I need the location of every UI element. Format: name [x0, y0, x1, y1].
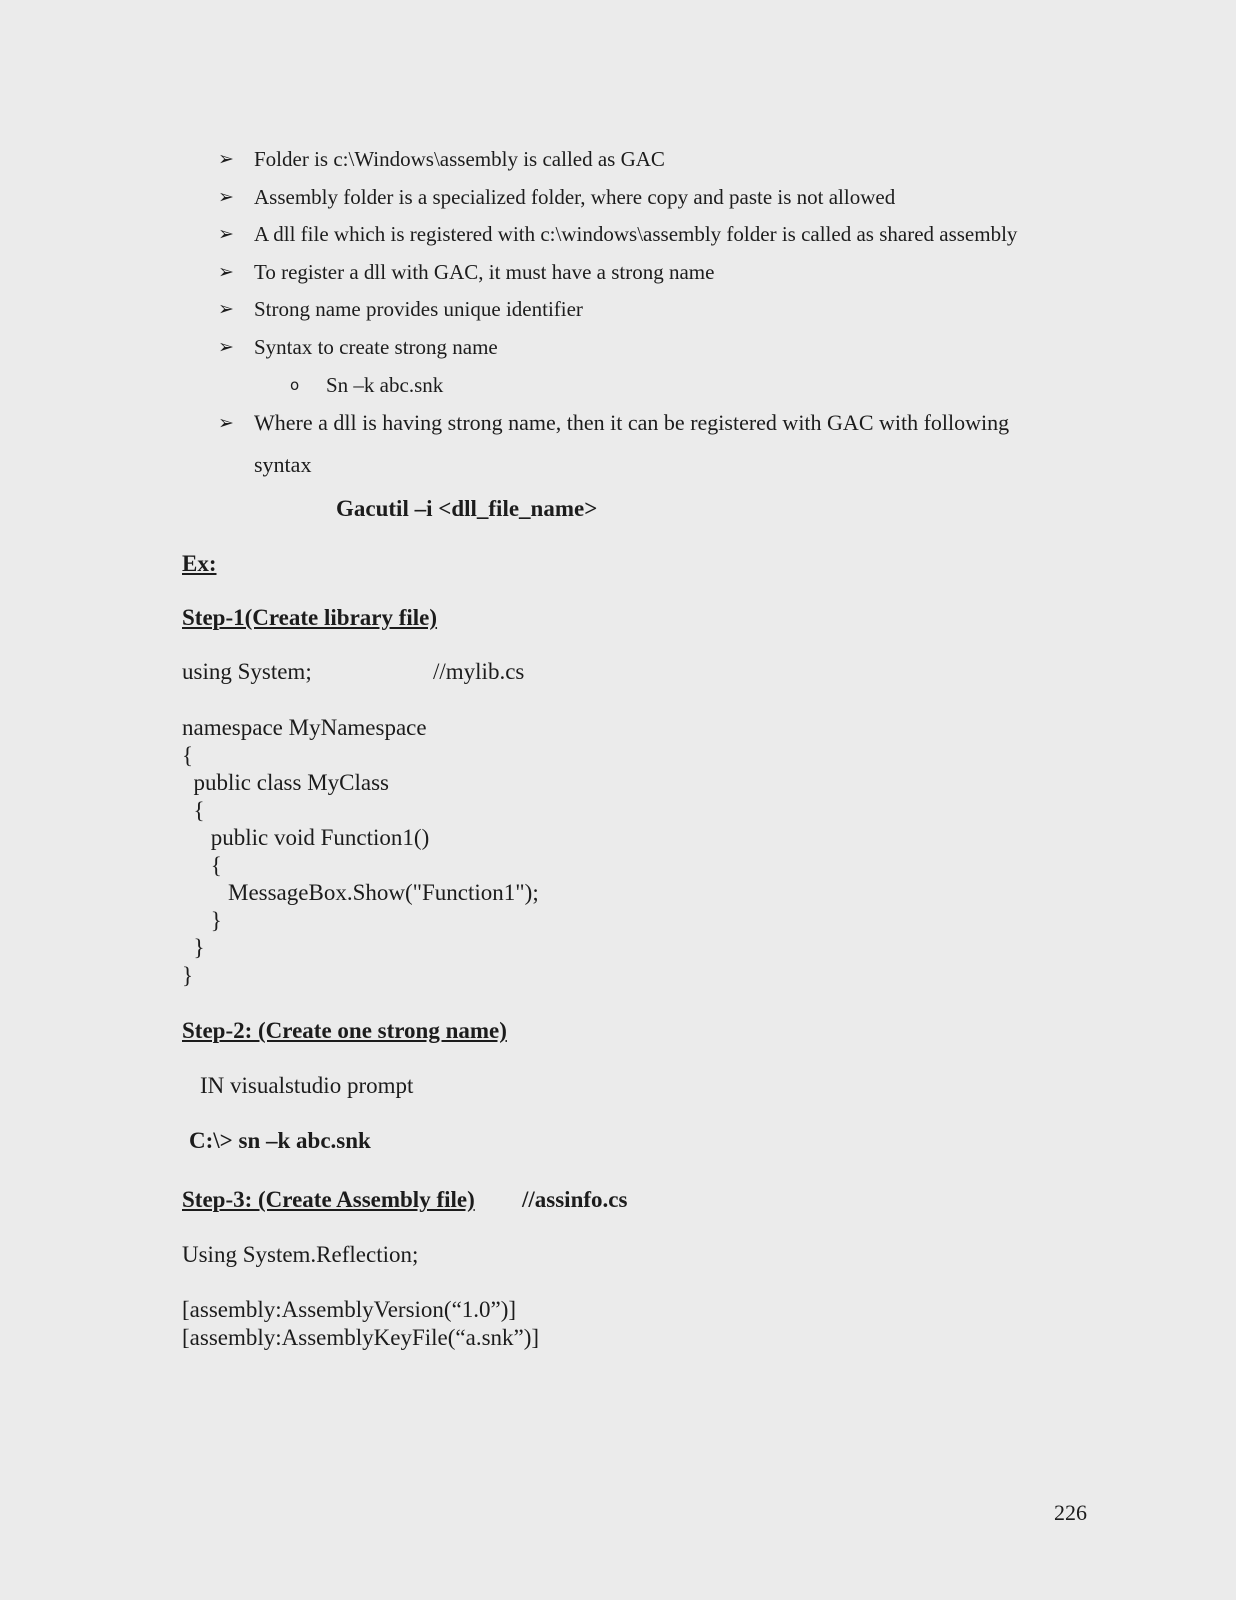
- code-line: {: [182, 798, 205, 823]
- step3-file-comment: //assinfo.cs: [522, 1187, 628, 1212]
- arrow-bullet-icon: ➢: [218, 336, 234, 358]
- arrow-bullet-icon: ➢: [218, 261, 234, 283]
- bullet-text: Syntax to create strong name: [254, 335, 498, 359]
- bullet-text: Strong name provides unique identifier: [254, 297, 583, 321]
- sub-bullet-text: Sn –k abc.snk: [326, 373, 444, 397]
- step1-using-line: using System;: [182, 659, 312, 684]
- bullet-continuation: syntax: [254, 452, 312, 477]
- step3-using-line: Using System.Reflection;: [182, 1242, 419, 1267]
- arrow-bullet-icon: ➢: [218, 186, 234, 208]
- page-number: 226: [1054, 1500, 1087, 1525]
- step2-prompt-text: IN visualstudio prompt: [200, 1073, 414, 1098]
- bullet-text: A dll file which is registered with c:\windows\assembly folder is called as shared assembly: [254, 222, 1018, 246]
- code-line: namespace MyNamespace: [182, 715, 427, 740]
- circle-bullet-icon: o: [290, 376, 300, 394]
- gacutil-command: Gacutil –i <dll_file_name>: [336, 496, 598, 521]
- arrow-bullet-icon: ➢: [218, 148, 234, 170]
- step2-command: C:\> sn –k abc.snk: [189, 1128, 371, 1153]
- step2-heading: Step-2: (Create one strong name): [182, 1018, 507, 1043]
- step1-heading: Step-1(Create library file): [182, 605, 438, 630]
- code-line: }: [182, 908, 222, 933]
- step3-heading: Step-3: (Create Assembly file): [182, 1187, 475, 1212]
- code-line: public void Function1(): [182, 825, 430, 850]
- bullet-text: Folder is c:\Windows\assembly is called as GAC: [254, 147, 665, 171]
- code-line: {: [182, 853, 222, 878]
- code-line: MessageBox.Show("Function1");: [182, 880, 539, 905]
- bullet-text: Where a dll is having strong name, then it can be registered with GAC with following: [254, 410, 1010, 435]
- code-line: [assembly:AssemblyKeyFile(“a.snk”)]: [182, 1325, 540, 1350]
- arrow-bullet-icon: ➢: [218, 412, 234, 434]
- example-heading: Ex:: [182, 551, 217, 576]
- bullet-text: To register a dll with GAC, it must have a strong name: [254, 260, 715, 284]
- code-line: public class MyClass: [182, 770, 389, 795]
- arrow-bullet-icon: ➢: [218, 298, 234, 320]
- code-line: {: [182, 743, 194, 768]
- code-line: }: [182, 935, 205, 960]
- bullet-text: Assembly folder is a specialized folder, where copy and paste is not allowed: [254, 185, 896, 209]
- arrow-bullet-icon: ➢: [218, 223, 234, 245]
- code-line: }: [182, 963, 194, 988]
- step1-file-comment: //mylib.cs: [433, 659, 525, 684]
- code-line: [assembly:AssemblyVersion(“1.0”)]: [182, 1297, 517, 1322]
